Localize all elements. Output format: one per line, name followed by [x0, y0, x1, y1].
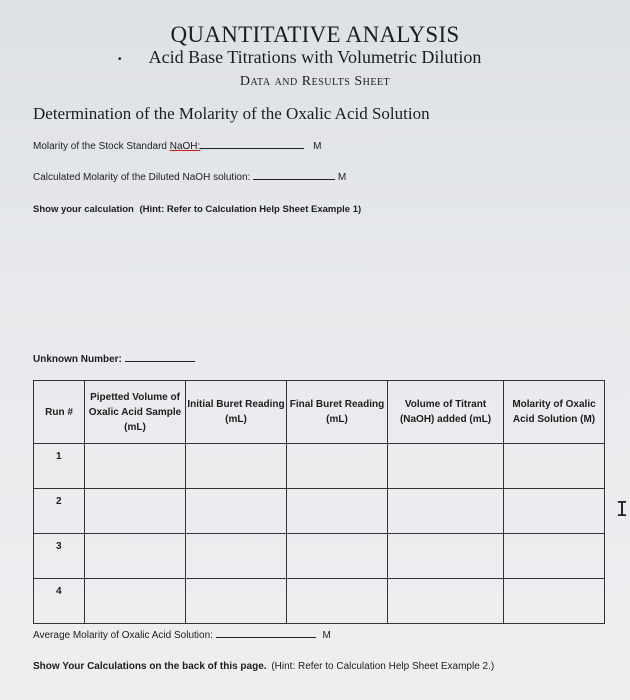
show-calc-back-line: [33, 661, 494, 672]
average-unit: M: [322, 630, 331, 641]
header-volume-titrant: Volume of Titrant (NaOH) added (mL): [388, 381, 504, 444]
titration-table: [33, 380, 605, 624]
initial-buret-cell[interactable]: [186, 444, 287, 489]
run-number: 3: [34, 534, 85, 579]
pipetted-volume-cell[interactable]: [85, 489, 186, 534]
table-row: [34, 489, 605, 534]
section-title: Determination of the Molarity of the Oxalic Acid Solution: [33, 104, 430, 123]
show-calc-hint: (Hint: Refer to Calculation Help Sheet Example 1): [139, 204, 362, 215]
stock-naoh-label: NaOH:: [169, 141, 201, 152]
volume-titrant-cell[interactable]: [388, 444, 504, 489]
pipetted-volume-cell[interactable]: [85, 579, 186, 624]
text-cursor-icon: I: [616, 497, 629, 521]
final-buret-cell[interactable]: [287, 534, 388, 579]
pipetted-volume-cell[interactable]: [85, 534, 186, 579]
show-calc-back-label: Show Your Calculations on the back of this page.: [33, 661, 267, 672]
volume-titrant-cell[interactable]: [388, 579, 504, 624]
header-run: Run #: [34, 381, 85, 444]
header-initial-text: Initial Buret Reading (mL): [187, 399, 285, 425]
diluted-molarity-line: [33, 172, 346, 183]
table-row: [34, 444, 605, 489]
final-buret-cell[interactable]: [287, 444, 388, 489]
header-molarity: Molarity of Oxalic Acid Solution (M): [504, 381, 605, 444]
sheet-label: Data and Results Sheet: [239, 74, 391, 89]
page-subtitle: Acid Base Titrations with Volumetric Dilution: [148, 47, 482, 67]
initial-buret-cell[interactable]: [186, 489, 287, 534]
molarity-cell[interactable]: [504, 444, 605, 489]
header-initial-buret: [186, 381, 287, 444]
molarity-cell[interactable]: [504, 579, 605, 624]
stock-molarity-blank[interactable]: [200, 148, 304, 149]
table-header-row: [34, 381, 605, 444]
show-calc-label: Show your calculation: [33, 204, 134, 215]
header-final-text: Final Buret Reading (mL): [289, 399, 385, 425]
stock-unit: M: [313, 141, 322, 152]
molarity-cell[interactable]: [504, 534, 605, 579]
stray-dot: •: [118, 54, 122, 65]
header-final-buret: [287, 381, 388, 444]
stock-label: Molarity of the Stock Standard: [33, 141, 170, 152]
final-buret-cell[interactable]: [287, 579, 388, 624]
pipetted-volume-cell[interactable]: [85, 444, 186, 489]
run-number: 2: [34, 489, 85, 534]
molarity-cell[interactable]: [504, 489, 605, 534]
diluted-unit: M: [337, 172, 347, 183]
initial-buret-cell[interactable]: [186, 579, 287, 624]
unknown-label: Unknown Number:: [33, 354, 122, 365]
volume-titrant-cell[interactable]: [388, 489, 504, 534]
show-calc-back-hint: (Hint: Refer to Calculation Help Sheet Example 2.): [271, 661, 495, 672]
average-molarity-blank[interactable]: [216, 637, 316, 638]
stock-molarity-line: [33, 141, 321, 152]
unknown-number-line: [33, 354, 195, 365]
table-row: [34, 534, 605, 579]
page-title: QUANTITATIVE ANALYSIS: [170, 22, 460, 47]
volume-titrant-cell[interactable]: [388, 534, 504, 579]
run-number: 4: [34, 579, 85, 624]
final-buret-cell[interactable]: [287, 489, 388, 534]
average-label: Average Molarity of Oxalic Acid Solution:: [33, 630, 213, 641]
table-row: [34, 579, 605, 624]
show-calc-line: [33, 204, 361, 215]
diluted-molarity-blank[interactable]: [253, 179, 335, 180]
unknown-number-blank[interactable]: [125, 361, 195, 362]
initial-buret-cell[interactable]: [186, 534, 287, 579]
average-molarity-line: [33, 630, 331, 641]
header-pipetted-volume: [85, 381, 186, 444]
run-number: 1: [34, 444, 85, 489]
diluted-label: Calculated Molarity of the Diluted NaOH solution:: [33, 172, 251, 183]
header-pipetted-text: Pipetted Volume of Oxalic Acid Sample (mL): [88, 391, 182, 433]
